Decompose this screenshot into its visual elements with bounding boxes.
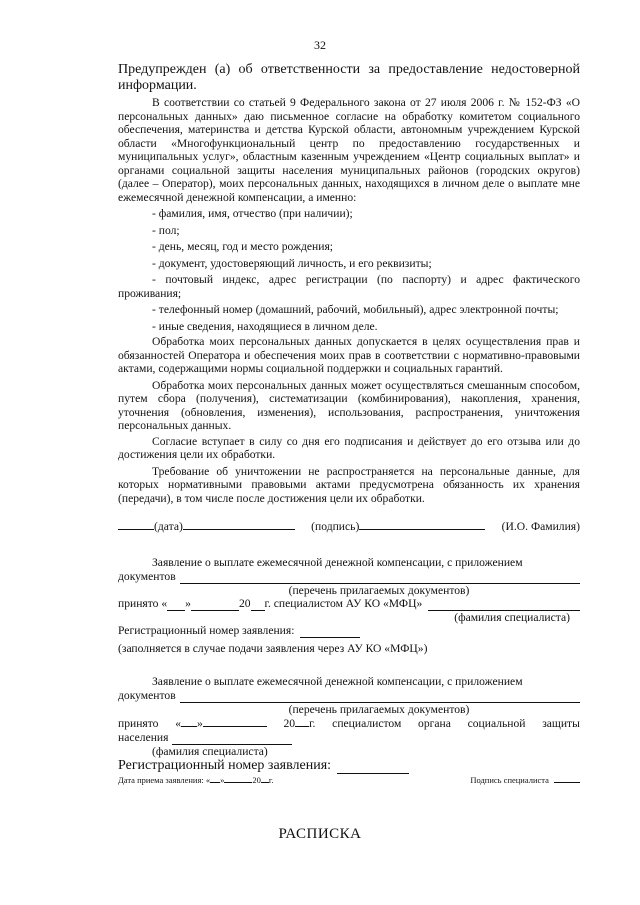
social-documents-field[interactable] [180,692,580,703]
social-reg-number-field[interactable] [337,761,409,774]
mfc-month-field[interactable] [191,600,239,611]
mfc-reg-note: (заполняется в случае подачи заявления через АУ КО «МФЦ») [118,641,428,655]
mfc-reg-row: Регистрационный номер заявления: [118,624,580,638]
social-specialist-field[interactable] [172,734,292,745]
mfc-application-text: Заявление о выплате ежемесячной денежной компенсации, с приложением [152,556,523,569]
paragraph-destruction: Требование об уничтожении не распространяется на персональные данные, для которых нормативными правовыми актами предусмотрена обязанность их хранения (передачи), в том числе после достижения цели их обработки. [118,464,580,505]
paragraph-purpose: Обработка моих персональных данных допускается в целях осуществления прав и обязанностей Оператора и обеспечения моих прав в соответствии с нормативно-правовыми актами, содержащими нормы социальной поддержки и социальных гарантий. [118,335,580,375]
receipt-title: РАСПИСКА [278,826,362,842]
paragraph-validity: Согласие вступает в силу со дня его подписания и действует до его отзыва или до достижения цели их обработки. [118,434,580,461]
personal-data-list [118,207,580,333]
signature-field[interactable]: (подпись) [311,519,485,534]
mfc-accepted-row: принято « » 20 г. специалистом АУ КО «МФЦ» [118,597,580,611]
list-item: - пол; [152,223,180,237]
mfc-documents-field[interactable] [180,573,580,584]
social-year-field[interactable] [295,716,309,727]
mfc-year-field[interactable] [251,600,265,611]
social-accepted-row: принято « » 20 г. специалистом органа социальной защиты [118,716,580,730]
mfc-day-field[interactable] [167,600,185,611]
social-reg-row: Регистрационный номер заявления: [118,758,580,774]
social-documents-row: документов [118,689,580,703]
list-item: - телефонный номер (домашний, рабочий, мобильный), адрес электронной почты; [152,303,559,316]
social-application-text: Заявление о выплате ежемесячной денежной компенсации, с приложением [152,675,523,688]
list-item: - почтовый индекс, адрес регистрации (по паспорту) и адрес фактического проживания; [118,273,580,300]
list-item: - фамилия, имя, отчество (при наличии); [152,207,353,220]
page-number: 32 [314,38,326,52]
receipt-date-row: Дата приема заявления: « » 20 г. Подпись специалиста [118,774,580,786]
receipt-year-field[interactable] [261,774,269,783]
specialist-signature-field[interactable] [554,774,580,783]
social-specialist-caption: (фамилия специалиста) [152,744,268,758]
social-documents-caption: (перечень прилагаемых документов) [288,702,470,716]
name-field: (И.О. Фамилия) [501,520,580,533]
consent-intro: В соответствии со статьей 9 Федерального закона от 27 июля 2006 г. № 152-ФЗ «О персональных данных» даю письменное согласие на обработку комитетом социального обеспечения, материнства и детства Курской области, автономным учреждением Курской области «Многофункциональный центр по предоставлению государственных и муниципальных услуг», областным казенным учреждением «Центр социальных выплат» и органами социальной защиты населения муниципальных районов (городских округов) (далее – Оператор), моих персональных данных, находящихся в личном деле о выплате мне ежемесячной денежной компенсации, а именно: [118,96,580,204]
mfc-specialist-caption: (фамилия специалиста) [454,610,570,624]
paragraph-methods: Обработка моих персональных данных может осуществляться смешанным способом, путем сбора (получения), систематизации (комбинирования), накопления, хранения, уточнения (обновления, изменения), использования, распространения, уничтожения персональных данных. [118,378,580,432]
receipt-month-field[interactable] [224,774,252,783]
signature-line [118,519,580,534]
warning-text: Предупрежден (а) об ответственности за предоставление недостоверной информации. [118,62,580,93]
mfc-specialist-field[interactable] [428,600,580,611]
mfc-reg-number-field[interactable] [300,627,360,638]
mfc-documents-row: документов [118,570,580,584]
list-item: - иные сведения, находящиеся в личном деле. [152,319,378,333]
social-population-row: населения [118,731,580,745]
mfc-documents-caption: (перечень прилагаемых документов) [288,583,470,597]
list-item: - день, месяц, год и место рождения; [152,240,334,253]
social-day-field[interactable] [181,716,197,727]
document-content [118,62,580,786]
receipt-day-field[interactable] [210,774,220,783]
date-field[interactable]: (дата) [118,519,295,534]
social-month-field[interactable] [203,716,267,727]
list-item: - документ, удостоверяющий личность, и его реквизиты; [152,256,432,270]
